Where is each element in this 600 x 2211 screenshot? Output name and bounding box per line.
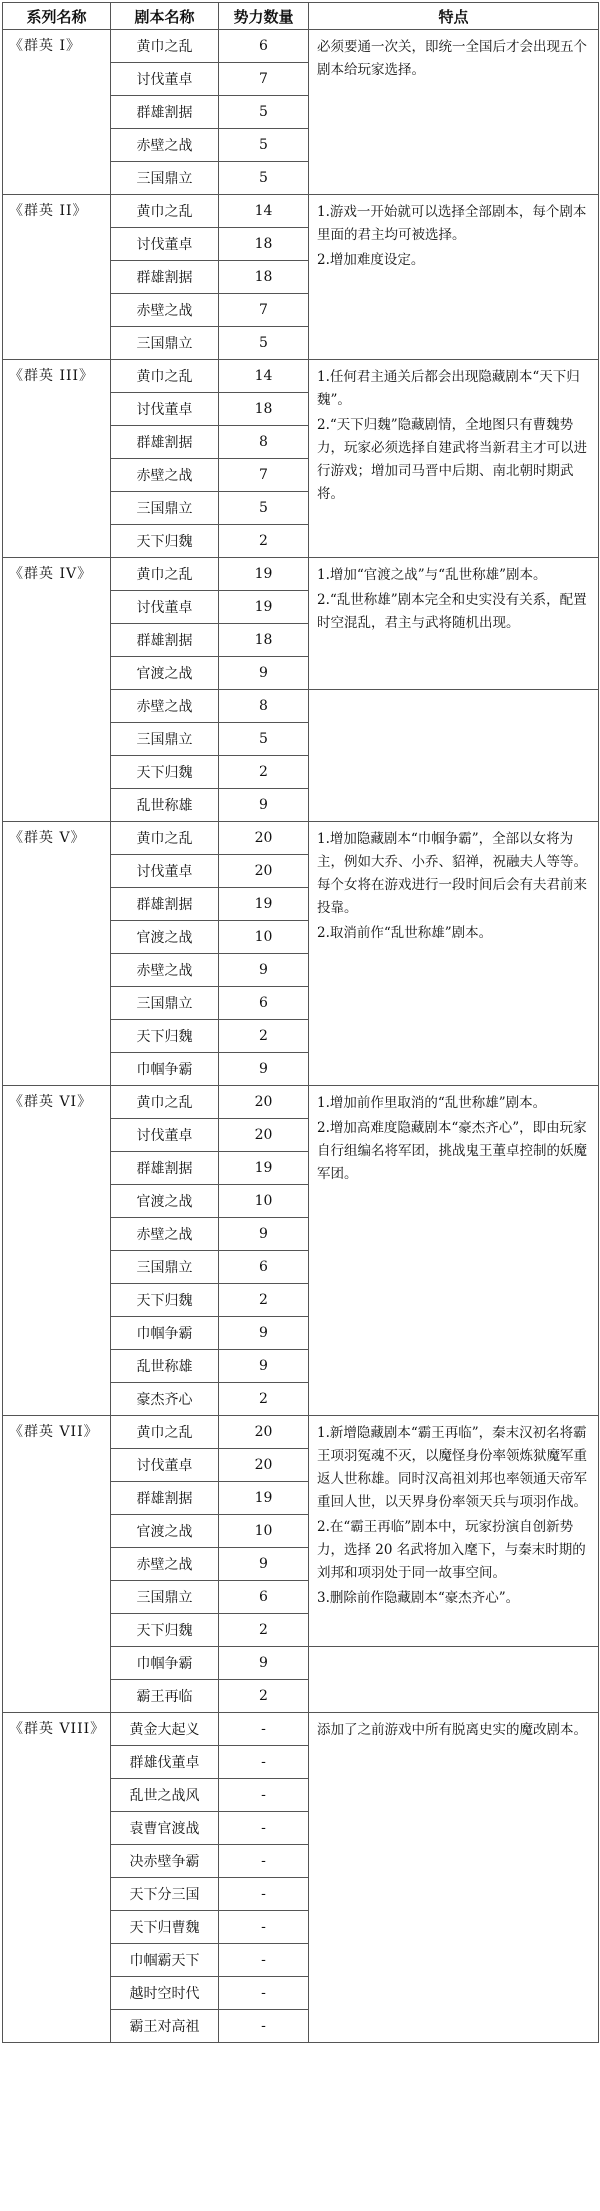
faction-count: 18 xyxy=(219,261,309,294)
scenario-name: 黄巾之乱 xyxy=(111,1086,219,1119)
scenario-name: 群雄割据 xyxy=(111,426,219,459)
feature-text: 1.增加隐藏剧本“巾帼争霸”，全部以女将为主，例如大乔、小乔、貂禅，祝融夫人等等。每个女将在游戏进行一段时间后会有夫君前来投靠。 xyxy=(317,831,587,916)
scenario-name: 三国鼎立 xyxy=(111,1251,219,1284)
scenario-name: 群雄割据 xyxy=(111,1482,219,1515)
feature-text: 必须要通一次关，即统一全国后才会出现五个剧本给玩家选择。 xyxy=(317,39,587,78)
faction-count: 6 xyxy=(219,30,309,63)
header-series: 系列名称 xyxy=(3,3,111,30)
series-name: 《群英 VIII》 xyxy=(3,1713,111,2043)
scenario-name: 讨伐董卓 xyxy=(111,1449,219,1482)
scenario-name: 三国鼎立 xyxy=(111,492,219,525)
faction-count: 9 xyxy=(219,657,309,690)
series-name: 《群英 III》 xyxy=(3,360,111,558)
faction-count: - xyxy=(219,1977,309,2010)
features-cell xyxy=(309,1086,599,1416)
scenario-name: 官渡之战 xyxy=(111,657,219,690)
faction-count: - xyxy=(219,1746,309,1779)
feature-text: 2.在“霸王再临”剧本中，玩家扮演自创新势力，选择 20 名武将加入麾下，与秦末时期的刘邦和项羽处于同一故事空间。 xyxy=(317,1519,586,1581)
faction-count: 6 xyxy=(219,987,309,1020)
faction-count: 5 xyxy=(219,723,309,756)
faction-count: 10 xyxy=(219,1515,309,1548)
feature-text: 1.任何君主通关后都会出现隐藏剧本“天下归魏”。 xyxy=(317,369,580,408)
table-row xyxy=(3,1086,599,1119)
scenario-name: 乱世之战风 xyxy=(111,1779,219,1812)
faction-count: 9 xyxy=(219,954,309,987)
faction-count: - xyxy=(219,1944,309,1977)
series-table xyxy=(2,2,599,2043)
scenario-name: 三国鼎立 xyxy=(111,162,219,195)
scenario-name: 群雄割据 xyxy=(111,1152,219,1185)
scenario-name: 黄巾之乱 xyxy=(111,558,219,591)
scenario-name: 黄金大起义 xyxy=(111,1713,219,1746)
feature-text: 2.增加高难度隐藏剧本“豪杰齐心”，即由玩家自行组编名将军团，挑战鬼王董卓控制的妖魔军团。 xyxy=(317,1120,587,1182)
faction-count: 20 xyxy=(219,822,309,855)
scenario-name: 巾帼霸天下 xyxy=(111,1944,219,1977)
table-row xyxy=(3,1713,599,1746)
table-body xyxy=(3,30,599,2043)
faction-count: 5 xyxy=(219,96,309,129)
scenario-name: 天下归魏 xyxy=(111,1284,219,1317)
faction-count: 2 xyxy=(219,1383,309,1416)
faction-count: - xyxy=(219,1779,309,1812)
scenario-name: 巾帼争霸 xyxy=(111,1317,219,1350)
features-cell xyxy=(309,558,599,690)
table-row xyxy=(3,195,599,228)
faction-count: - xyxy=(219,1812,309,1845)
faction-count: 2 xyxy=(219,1284,309,1317)
scenario-name: 天下归魏 xyxy=(111,1614,219,1647)
faction-count: 20 xyxy=(219,1449,309,1482)
faction-count: 7 xyxy=(219,459,309,492)
header-features: 特点 xyxy=(309,3,599,30)
series-name: 《群英 IV》 xyxy=(3,558,111,822)
faction-count: 18 xyxy=(219,228,309,261)
faction-count: - xyxy=(219,2010,309,2043)
faction-count: 19 xyxy=(219,888,309,921)
feature-text: 3.删除前作隐藏剧本“豪杰齐心”。 xyxy=(317,1590,520,1606)
faction-count: 5 xyxy=(219,129,309,162)
faction-count: - xyxy=(219,1845,309,1878)
features-cell-continued xyxy=(309,1647,599,1713)
scenario-name: 天下归曹魏 xyxy=(111,1911,219,1944)
faction-count: 2 xyxy=(219,1680,309,1713)
scenario-name: 三国鼎立 xyxy=(111,1581,219,1614)
faction-count: 2 xyxy=(219,756,309,789)
faction-count: 9 xyxy=(219,1350,309,1383)
faction-count: 9 xyxy=(219,1053,309,1086)
scenario-name: 黄巾之乱 xyxy=(111,822,219,855)
faction-count: 20 xyxy=(219,1119,309,1152)
series-name: 《群英 VII》 xyxy=(3,1416,111,1713)
faction-count: 10 xyxy=(219,921,309,954)
scenario-name: 三国鼎立 xyxy=(111,723,219,756)
scenario-name: 天下分三国 xyxy=(111,1878,219,1911)
faction-count: - xyxy=(219,1911,309,1944)
faction-count: 18 xyxy=(219,624,309,657)
scenario-name: 巾帼争霸 xyxy=(111,1647,219,1680)
feature-text: 2.增加难度设定。 xyxy=(317,252,425,268)
faction-count: 5 xyxy=(219,162,309,195)
feature-text: 添加了之前游戏中所有脱离史实的魔改剧本。 xyxy=(317,1722,587,1738)
scenario-name: 霸王再临 xyxy=(111,1680,219,1713)
scenario-name: 官渡之战 xyxy=(111,1515,219,1548)
scenario-name: 越时空时代 xyxy=(111,1977,219,2010)
scenario-name: 豪杰齐心 xyxy=(111,1383,219,1416)
scenario-name: 三国鼎立 xyxy=(111,327,219,360)
faction-count: 2 xyxy=(219,1614,309,1647)
scenario-name: 赤壁之战 xyxy=(111,1218,219,1251)
scenario-name: 群雄伐董卓 xyxy=(111,1746,219,1779)
series-name: 《群英 VI》 xyxy=(3,1086,111,1416)
scenario-name: 群雄割据 xyxy=(111,96,219,129)
scenario-name: 群雄割据 xyxy=(111,624,219,657)
scenario-name: 讨伐董卓 xyxy=(111,63,219,96)
scenario-name: 黄巾之乱 xyxy=(111,1416,219,1449)
feature-text: 1.游戏一开始就可以选择全部剧本，每个剧本里面的君主均可被选择。 xyxy=(317,204,587,243)
faction-count: 20 xyxy=(219,1416,309,1449)
scenario-name: 黄巾之乱 xyxy=(111,360,219,393)
table-row xyxy=(3,360,599,393)
feature-text: 2.“乱世称雄”剧本完全和史实没有关系，配置时空混乱，君主与武将随机出现。 xyxy=(317,592,587,631)
faction-count: 6 xyxy=(219,1251,309,1284)
features-cell xyxy=(309,195,599,360)
scenario-name: 袁曹官渡战 xyxy=(111,1812,219,1845)
faction-count: 20 xyxy=(219,855,309,888)
scenario-name: 黄巾之乱 xyxy=(111,30,219,63)
features-cell xyxy=(309,1713,599,2043)
scenario-name: 讨伐董卓 xyxy=(111,1119,219,1152)
table-row xyxy=(3,1416,599,1449)
scenario-name: 讨伐董卓 xyxy=(111,591,219,624)
faction-count: 18 xyxy=(219,393,309,426)
scenario-name: 天下归魏 xyxy=(111,525,219,558)
faction-count: 8 xyxy=(219,426,309,459)
scenario-name: 三国鼎立 xyxy=(111,987,219,1020)
scenario-name: 群雄割据 xyxy=(111,888,219,921)
series-name: 《群英 V》 xyxy=(3,822,111,1086)
faction-count: 5 xyxy=(219,492,309,525)
table-row xyxy=(3,30,599,63)
feature-text: 1.增加前作里取消的“乱世称雄”剧本。 xyxy=(317,1095,547,1111)
faction-count: 19 xyxy=(219,591,309,624)
scenario-name: 讨伐董卓 xyxy=(111,855,219,888)
table-row xyxy=(3,558,599,591)
scenario-name: 决赤壁争霸 xyxy=(111,1845,219,1878)
faction-count: 7 xyxy=(219,63,309,96)
scenario-name: 巾帼争霸 xyxy=(111,1053,219,1086)
faction-count: 8 xyxy=(219,690,309,723)
feature-text: 1.新增隐藏剧本“霸王再临”，秦末汉初名将霸王项羽冤魂不灭，以魔怪身份率领炼狱魔军重返人世称雄。同时汉高祖刘邦也率领通天帝军重回人世，以天界身份率领天兵与项羽作战。 xyxy=(317,1425,587,1510)
faction-count: 19 xyxy=(219,1482,309,1515)
faction-count: 10 xyxy=(219,1185,309,1218)
scenario-name: 赤壁之战 xyxy=(111,459,219,492)
faction-count: 19 xyxy=(219,1152,309,1185)
header-scenario: 剧本名称 xyxy=(111,3,219,30)
faction-count: 9 xyxy=(219,1548,309,1581)
scenario-name: 赤壁之战 xyxy=(111,1548,219,1581)
scenario-name: 群雄割据 xyxy=(111,261,219,294)
faction-count: 20 xyxy=(219,1086,309,1119)
feature-text: 1.增加“官渡之战”与“乱世称雄”剧本。 xyxy=(317,567,547,583)
scenario-name: 赤壁之战 xyxy=(111,690,219,723)
faction-count: 19 xyxy=(219,558,309,591)
scenario-name: 赤壁之战 xyxy=(111,954,219,987)
features-cell-continued xyxy=(309,690,599,822)
faction-count: - xyxy=(219,1713,309,1746)
features-cell xyxy=(309,360,599,558)
feature-text: 2.取消前作“乱世称雄”剧本。 xyxy=(317,925,493,941)
feature-text: 2.“天下归魏”隐藏剧情，全地图只有曹魏势力，玩家必须选择自建武将当新君主才可以进行游戏；增加司马晋中后期、南北朝时期武将。 xyxy=(317,417,587,502)
scenario-name: 霸王对高祖 xyxy=(111,2010,219,2043)
faction-count: 5 xyxy=(219,327,309,360)
scenario-name: 乱世称雄 xyxy=(111,1350,219,1383)
scenario-name: 讨伐董卓 xyxy=(111,228,219,261)
scenario-name: 天下归魏 xyxy=(111,1020,219,1053)
features-cell xyxy=(309,30,599,195)
faction-count: 6 xyxy=(219,1581,309,1614)
scenario-name: 官渡之战 xyxy=(111,921,219,954)
faction-count: 2 xyxy=(219,525,309,558)
scenario-name: 黄巾之乱 xyxy=(111,195,219,228)
scenario-name: 赤壁之战 xyxy=(111,129,219,162)
features-cell xyxy=(309,822,599,1086)
series-name: 《群英 I》 xyxy=(3,30,111,195)
scenario-name: 乱世称雄 xyxy=(111,789,219,822)
scenario-name: 讨伐董卓 xyxy=(111,393,219,426)
faction-count: 7 xyxy=(219,294,309,327)
faction-count: 9 xyxy=(219,789,309,822)
scenario-name: 天下归魏 xyxy=(111,756,219,789)
features-cell xyxy=(309,1416,599,1647)
scenario-name: 官渡之战 xyxy=(111,1185,219,1218)
faction-count: 2 xyxy=(219,1020,309,1053)
faction-count: 9 xyxy=(219,1647,309,1680)
faction-count: 9 xyxy=(219,1317,309,1350)
faction-count: 9 xyxy=(219,1218,309,1251)
scenario-name: 赤壁之战 xyxy=(111,294,219,327)
faction-count: - xyxy=(219,1878,309,1911)
header-count: 势力数量 xyxy=(219,3,309,30)
faction-count: 14 xyxy=(219,360,309,393)
table-row xyxy=(3,822,599,855)
faction-count: 14 xyxy=(219,195,309,228)
series-name: 《群英 II》 xyxy=(3,195,111,360)
header-row xyxy=(3,3,599,30)
